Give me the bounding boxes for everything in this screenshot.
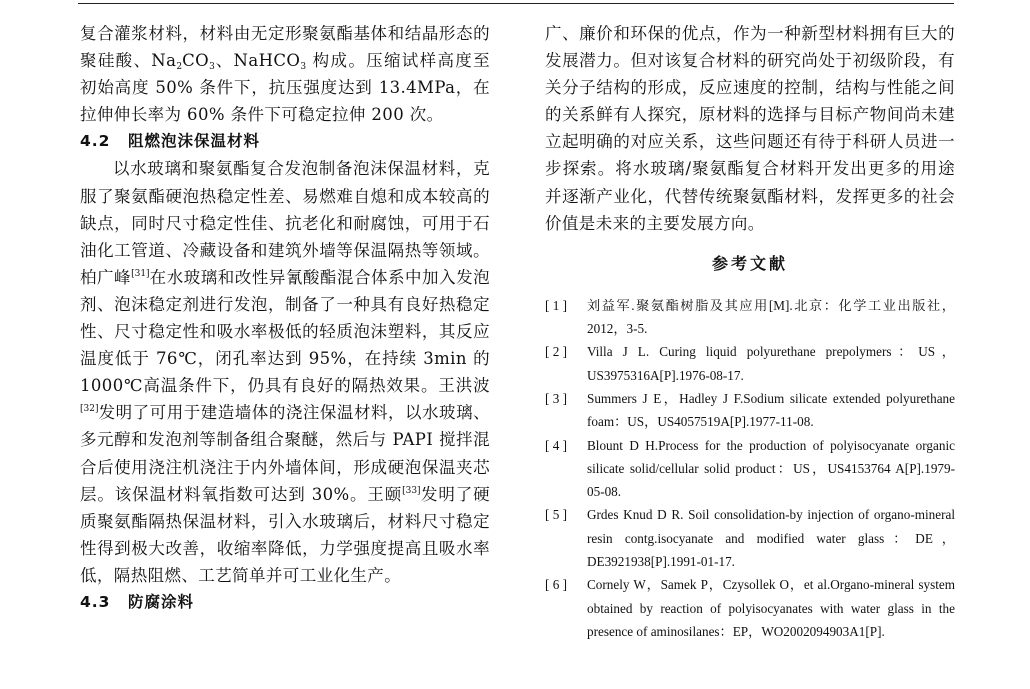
paragraph-conclusion: 广、廉价和环保的优点，作为一种新型材料拥有巨大的发展潜力。但对该复合材料的研究尚处于初级阶段，有关分子结构的形成，反应速度的控制，结构与性能之间的关系鲜有人探究，原材料的选择与目标产物间尚未建立起明确的对应关系，这些问题还有待于科研人员进一步探索。将水玻璃/聚氨酯复合材料开发出更多的用途并逐渐产业化，代替传统聚氨酯材料，发挥更多的社会价值是未来的主要发展方向。 (545, 24, 955, 233)
reference-text: Cornely W，Samek P，Czysollek O，et al.Organo-mineral system obtained by reaction of polyisocyanates with water glass in the presence of aminosilanes：EP，WO2002094903A1[P]. (587, 577, 955, 639)
reference-item (545, 434, 955, 504)
reference-number: [ 4 ] (545, 437, 567, 453)
reference-number: [ 3 ] (545, 390, 567, 406)
section-title: 防腐涂料 (128, 592, 195, 611)
reference-item (545, 294, 955, 341)
section-title: 阻燃泡沫保温材料 (128, 132, 261, 151)
reference-number: [ 6 ] (545, 577, 567, 593)
reference-item (545, 573, 955, 643)
paragraph-grouting-materials: 复合灌浆材料，材料由无定形聚氨酯基体和结晶形态的聚硅酸、$Na_2CO_3$、NaHCO$_3$ 构成。压缩试样高度至初始高度 50% 条件下，抗压强度达到 13.4MPa，在拉伸伸长率为 60% 条件下可稳定拉伸 200 次。 (80, 24, 490, 125)
reference-text: Grdes Knud D R. Soil consolidation-by injection of organo-mineral resin contg.isocyanate and modified water glass：DE，DE3921938[P].1991-01-17. (587, 507, 955, 570)
reference-text: 刘益军.聚氨酯树脂及其应用[M].北京：化学工业出版社，2012，3-5. (587, 297, 955, 337)
section-heading-4-2 (80, 128, 490, 155)
right-column (545, 20, 955, 643)
paragraph-flame-retardant-foam: 以水玻璃和聚氨酯复合发泡制备泡沫保温材料，克服了聚氨酯硬泡热稳定性差、易燃难自熄和成本较高的缺点，同时尺寸稳定性佳、抗老化和耐腐蚀，可用于石油化工管道、冷藏设备和建筑外墙等保温隔热等领域。柏广峰[31]在水玻璃和改性异氰酸酯混合体系中加入发泡剂、泡沫稳定剂进行发泡，制备了一种具有良好热稳定性、尺寸稳定性和吸水率极低的轻质泡沫塑料，其反应温度低于 76℃，闭孔率达到 95%，在持续 3min 的 1000℃高温条件下，仍具有良好的隔热效果。王洪波[32]发明了可用于建造墙体的浇注保温材料，以水玻璃、多元醇和发泡剂等制备组合聚醚，然后与 PAPI 搅拌混合后使用浇注机浇注于内外墙体间，形成硬泡保温夹芯层。该保温材料氧指数可达到 30%。王颐[33]发明了硬质聚氨酯隔热保温材料，引入水玻璃后，材料尺寸稳定性得到极大改善，收缩率降低，力学强度提高且吸水率低，隔热阻燃、工艺简单并可工业化生产。 (80, 159, 491, 585)
reference-number: [ 5 ] (545, 507, 567, 523)
reference-number: [ 1 ] (545, 297, 567, 313)
reference-item (545, 340, 955, 387)
section-number: 4.3 (80, 592, 111, 611)
references-title: 参考文献 (711, 253, 788, 273)
citation-32[interactable]: [32] (80, 404, 99, 415)
top-rule (78, 3, 954, 4)
reference-item (545, 503, 955, 573)
section-heading-4-3 (80, 589, 490, 616)
reference-text: Summers J E，Hadley J F.Sodium silicate extended polyurethane foam：US，US4057519A[P].1977-11-08. (587, 390, 955, 430)
citation-33[interactable]: [33] (402, 485, 421, 496)
reference-text: Villa J L. Curing liquid polyurethane prepolymers：US，US3975316A[P].1976-08-17. (587, 344, 955, 383)
citation-31[interactable]: [31] (131, 268, 150, 279)
reference-number: [ 2 ] (545, 344, 567, 360)
reference-text: Blount D H.Process for the production of polyisocyanate organic silicate solid/cellular solid product：US，US4153764 A[P].1979-05-08. (587, 437, 955, 500)
reference-item (545, 387, 955, 434)
reference-list (545, 294, 955, 643)
section-number: 4.2 (80, 132, 111, 151)
left-column (80, 20, 490, 616)
